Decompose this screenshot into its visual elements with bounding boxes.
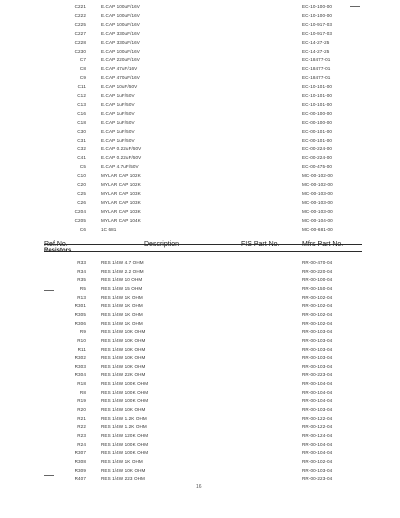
description-cell: MYLAR CAP 102K <box>101 173 141 179</box>
parts-row <box>0 431 400 440</box>
description-cell: RES 1/4W 120K OHM <box>101 433 149 438</box>
description-cell: E.CAP 100uF/16V <box>101 12 140 18</box>
description-cell: MYLAR CAP 103K <box>101 199 141 205</box>
mfr-part-cell: MC-00-102-00 <box>302 182 333 187</box>
description-cell: E.CAP 100uF/16V <box>101 48 140 54</box>
ref-cell: C221 <box>74 4 86 9</box>
mfr-part-cell: MC-00-104-00 <box>302 217 333 223</box>
mfr-part-cell: RR-00-223-04 <box>302 476 333 482</box>
description-cell: RES 1/4W 1.2K OHM <box>101 424 147 430</box>
parts-row <box>0 362 400 371</box>
parts-row <box>0 82 400 91</box>
parts-row <box>0 189 400 198</box>
description-cell: RES 1/4W 1.2K OHM <box>101 415 147 421</box>
ref-cell: C230 <box>74 48 86 54</box>
description-cell: E.CAP 100uF/16V <box>101 4 140 9</box>
description-cell: MYLAR CAP 102K <box>101 182 141 187</box>
description-cell: E.CAP 470uF/16V <box>101 75 140 81</box>
ref-cell: C6 <box>79 226 86 232</box>
mfr-part-cell: RR-00-122-04 <box>302 415 333 421</box>
ref-cell: R13 <box>77 294 86 300</box>
ref-cell: R301 <box>74 303 86 309</box>
parts-row <box>0 171 400 180</box>
mfr-part-cell: EC-00-100-00 <box>302 119 333 125</box>
ref-cell: R302 <box>74 355 86 361</box>
mfr-part-cell: EC-10-101-00 <box>302 84 333 90</box>
description-cell: RES 1/4W 1K OHM <box>101 303 143 309</box>
ref-cell: C11 <box>77 84 86 90</box>
parts-row <box>0 118 400 127</box>
parts-row <box>0 414 400 423</box>
mfr-part-cell: RR-00-103-04 <box>302 407 333 413</box>
parts-row <box>0 474 400 483</box>
ref-cell: C25 <box>77 190 86 196</box>
ref-cell: R33 <box>77 260 86 265</box>
mfr-part-cell: EC-10-917-03 <box>302 30 333 36</box>
mfr-part-cell: RR-00-103-04 <box>302 467 333 473</box>
mfr-part-cell: RR-00-102-04 <box>302 320 333 326</box>
mfr-part-cell: MC-00-103-00 <box>302 208 333 214</box>
description-cell: E.CAP 47uF/16V <box>101 66 138 72</box>
header-rule-bottom <box>44 251 362 252</box>
description-cell: RES 1/4W 100K OHM <box>101 450 149 456</box>
parts-row <box>0 448 400 457</box>
description-cell: E.CAP 10uF/50V <box>101 84 138 90</box>
description-cell: RES 1/4W 1K OHM <box>101 458 143 464</box>
description-cell: E.CAP 100uF/16V <box>101 21 140 27</box>
ref-cell: R20 <box>77 407 86 413</box>
parts-row <box>0 310 400 319</box>
parts-row <box>0 336 400 345</box>
parts-row <box>0 457 400 466</box>
parts-row <box>0 64 400 73</box>
divider-right <box>350 6 360 7</box>
ref-cell: R24 <box>77 441 86 447</box>
mfr-part-cell: EC-00-100-00 <box>302 110 333 116</box>
ref-cell: R305 <box>74 311 86 317</box>
description-cell: E.CAP 330uF/16V <box>101 30 140 36</box>
ref-cell: R8 <box>79 389 86 395</box>
description-cell: RES 1/4W 100K OHM <box>101 381 149 387</box>
mfr-part-cell: RR-00-103-04 <box>302 346 333 352</box>
description-cell: RES 1/4W 10K OHM <box>101 467 146 473</box>
description-cell: RES 1/4W 10K OHM <box>101 346 146 352</box>
parts-row <box>0 127 400 136</box>
ref-cell: R21 <box>77 415 86 421</box>
ref-cell: C7 <box>79 57 86 63</box>
parts-row <box>0 293 400 302</box>
mfr-part-cell: RR-00-104-04 <box>302 389 333 395</box>
mfr-part-cell: RR-00-102-04 <box>302 303 333 309</box>
mfr-part-cell: RR-00-124-04 <box>302 433 333 438</box>
parts-row <box>0 162 400 171</box>
ref-cell: R35 <box>77 277 86 283</box>
ref-cell: R5 <box>79 285 86 291</box>
ref-cell: C8 <box>79 66 86 72</box>
ref-cell: R11 <box>77 346 86 352</box>
parts-row <box>0 11 400 20</box>
ref-cell: R34 <box>77 268 86 274</box>
mfr-part-cell: RR-00-104-04 <box>302 441 333 447</box>
mfr-part-cell: EC-00-101-00 <box>302 137 333 143</box>
mfr-part-cell: RR-00-103-04 <box>302 329 333 335</box>
description-cell: MYLAR CAP 103K <box>101 208 141 214</box>
ref-cell: C228 <box>74 39 86 45</box>
ref-cell: C18 <box>77 119 86 125</box>
ref-cell: C204 <box>74 208 86 214</box>
ref-cell: R407 <box>74 476 86 482</box>
ref-cell: C10 <box>77 173 86 179</box>
description-cell: RES 1/4W 223 OHM <box>101 476 145 482</box>
description-cell: 1C 681 <box>101 226 117 232</box>
description-cell: E.CAP 1uF/50V <box>101 119 135 125</box>
description-cell: RES 1/4W 10K OHM <box>101 363 146 369</box>
description-cell: RES 1/4W 1K OHM <box>101 311 143 317</box>
description-cell: E.CAP 4.7uF/50V <box>101 164 139 170</box>
description-cell: E.CAP 1uF/50V <box>101 101 135 107</box>
parts-row <box>0 440 400 449</box>
ref-cell: R19 <box>77 398 86 404</box>
ref-cell: R9 <box>79 329 86 335</box>
description-cell: RES 1/4W 10K OHM <box>101 329 146 335</box>
ref-cell: R304 <box>74 372 86 378</box>
parts-row <box>0 180 400 189</box>
parts-row <box>0 275 400 284</box>
description-cell: RES 1/4W 100K OHM <box>101 441 149 447</box>
mfr-part-cell: EC-14-27-25 <box>302 39 330 45</box>
ref-cell: C32 <box>77 146 86 152</box>
ref-cell: C227 <box>74 30 86 36</box>
description-cell: RES 1/4W 1K OHM <box>101 294 143 300</box>
header-fis-part-no: FIS Part No. <box>241 241 280 248</box>
mfr-part-cell: EC-14-27-25 <box>302 48 330 54</box>
parts-row <box>0 466 400 475</box>
divider-bottom <box>44 475 54 476</box>
description-cell: E.CAP 330uF/16V <box>101 39 140 45</box>
header-description: Description <box>144 241 180 248</box>
mfr-part-cell: RR-00-220-04 <box>302 268 333 274</box>
mfr-part-cell: RR-00-104-04 <box>302 381 333 387</box>
page-number: 16 <box>196 484 202 490</box>
parts-row <box>0 2 400 11</box>
ref-cell: C12 <box>77 93 86 98</box>
ref-cell: C9 <box>79 75 86 81</box>
ref-cell: R307 <box>74 450 86 456</box>
parts-row <box>0 153 400 162</box>
ref-cell: R309 <box>74 467 86 473</box>
ref-cell: R23 <box>77 433 86 438</box>
description-cell: RES 1/4W 15 OHM <box>101 285 143 291</box>
parts-row <box>0 55 400 64</box>
parts-row <box>0 258 400 267</box>
mfr-part-cell: RR-00-100-04 <box>302 277 333 283</box>
ref-cell: C16 <box>77 110 86 116</box>
ref-cell: R18 <box>77 381 86 387</box>
description-cell: E.CAP 0.22uF/50V <box>101 155 142 161</box>
parts-row <box>0 267 400 276</box>
description-cell: MYLAR CAP 104K <box>101 217 141 223</box>
mfr-part-cell: RR-00-223-04 <box>302 372 333 378</box>
parts-row <box>0 109 400 118</box>
description-cell: RES 1/4W 10 OHM <box>101 277 143 283</box>
parts-row <box>0 301 400 310</box>
ref-cell: C13 <box>77 101 86 107</box>
description-cell: RES 1/4W 2.2 OHM <box>101 268 144 274</box>
parts-row <box>0 284 400 293</box>
divider-left <box>44 290 54 291</box>
ref-cell: C41 <box>77 155 86 161</box>
mfr-part-cell: RR-00-150-04 <box>302 285 333 291</box>
parts-row <box>0 422 400 431</box>
parts-row <box>0 38 400 47</box>
mfr-part-cell: EC-10-101-00 <box>302 93 333 98</box>
ref-cell: C5 <box>79 164 86 170</box>
ref-cell: R306 <box>74 320 86 326</box>
section-resistors: Resistors <box>44 248 72 254</box>
ref-cell: C20 <box>77 182 86 187</box>
parts-row <box>0 144 400 153</box>
description-cell: RES 1/4W 10K OHM <box>101 407 146 413</box>
description-cell: E.CAP 220uF/16V <box>101 57 140 63</box>
header-mfrs-part-no: Mfrs Part No. <box>302 241 344 248</box>
mfr-part-cell: RR-00-122-04 <box>302 424 333 430</box>
description-cell: E.CAP 1uF/50V <box>101 110 135 116</box>
mfr-part-cell: RR-00-470-04 <box>302 260 333 265</box>
mfr-part-cell: RR-00-102-04 <box>302 294 333 300</box>
parts-row <box>0 207 400 216</box>
description-cell: RES 1/4W 4.7 OHM <box>101 260 144 265</box>
mfr-part-cell: EC-10-101-00 <box>302 101 333 107</box>
parts-row <box>0 379 400 388</box>
mfr-part-cell: MC-00-681-00 <box>302 226 333 232</box>
parts-row <box>0 216 400 225</box>
mfr-part-cell: EC-10-917-03 <box>302 21 333 27</box>
mfr-part-cell: MC-00-102-00 <box>302 173 333 179</box>
mfr-part-cell: RR-00-103-04 <box>302 337 333 343</box>
parts-row <box>0 136 400 145</box>
mfr-part-cell: RR-00-102-04 <box>302 458 333 464</box>
mfr-part-cell: EC-10-100-00 <box>302 4 333 9</box>
parts-row <box>0 29 400 38</box>
ref-cell: R308 <box>74 458 86 464</box>
ref-cell: R303 <box>74 363 86 369</box>
parts-row <box>0 405 400 414</box>
mfr-part-cell: EC-00-224-00 <box>302 146 333 152</box>
parts-row <box>0 47 400 56</box>
description-cell: RES 1/4W 100K OHM <box>101 398 149 404</box>
description-cell: RES 1/4W 10K OHM <box>101 337 146 343</box>
parts-row <box>0 73 400 82</box>
description-cell: RES 1/4W 10K OHM <box>101 355 146 361</box>
parts-row <box>0 396 400 405</box>
mfr-part-cell: RR-00-102-04 <box>302 311 333 317</box>
parts-row <box>0 353 400 362</box>
parts-row <box>0 225 400 234</box>
parts-row <box>0 370 400 379</box>
ref-cell: C31 <box>77 137 86 143</box>
parts-row <box>0 327 400 336</box>
mfr-part-cell: RR-00-103-04 <box>302 355 333 361</box>
description-cell: E.CAP 1uF/50V <box>101 137 135 143</box>
mfr-part-cell: RR-00-104-04 <box>302 450 333 456</box>
description-cell: E.CAP 1uF/50V <box>101 128 135 134</box>
mfr-part-cell: RR-00-103-04 <box>302 363 333 369</box>
mfr-part-cell: EC-00-101-00 <box>302 128 333 134</box>
description-cell: RES 1/4W 1K OHM <box>101 320 143 326</box>
mfr-part-cell: EC-18477-01 <box>302 66 331 72</box>
ref-cell: C26 <box>77 199 86 205</box>
parts-row <box>0 91 400 100</box>
description-cell: RES 1/4W 22K OHM <box>101 372 146 378</box>
description-cell: E.CAP 1uF/50V <box>101 93 135 98</box>
description-cell: E.CAP 0.22uF/50V <box>101 146 142 152</box>
parts-row <box>0 388 400 397</box>
mfr-part-cell: EC-00-475-00 <box>302 164 333 170</box>
parts-row <box>0 198 400 207</box>
mfr-part-cell: MC-00-103-00 <box>302 190 333 196</box>
ref-cell: C222 <box>74 12 86 18</box>
ref-cell: C30 <box>77 128 86 134</box>
mfr-part-cell: RR-00-104-04 <box>302 398 333 404</box>
ref-cell: C225 <box>74 21 86 27</box>
ref-cell: R22 <box>77 424 86 430</box>
ref-cell: R10 <box>77 337 86 343</box>
header-ref-no: Ref.No. <box>44 241 68 248</box>
description-cell: RES 1/4W 100K OHM <box>101 389 149 395</box>
parts-row <box>0 20 400 29</box>
mfr-part-cell: EC-18477-01 <box>302 75 331 81</box>
mfr-part-cell: EC-00-224-00 <box>302 155 333 161</box>
description-cell: MYLAR CAP 103K <box>101 190 141 196</box>
ref-cell: C205 <box>74 217 86 223</box>
mfr-part-cell: MC-00-103-00 <box>302 199 333 205</box>
mfr-part-cell: EC-18477-01 <box>302 57 331 63</box>
mfr-part-cell: EC-10-100-00 <box>302 12 333 18</box>
parts-row <box>0 319 400 328</box>
parts-row <box>0 100 400 109</box>
parts-row <box>0 345 400 354</box>
